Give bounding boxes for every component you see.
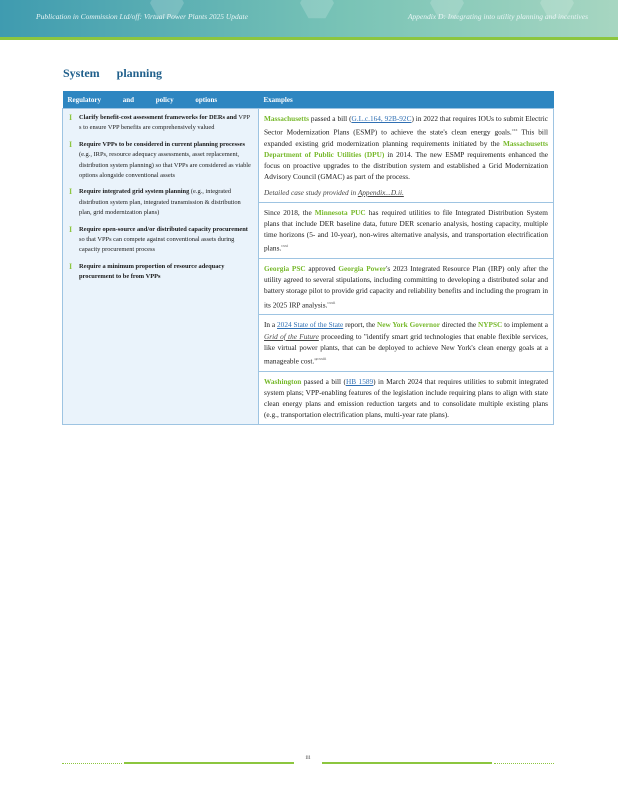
example-washington [259, 371, 554, 425]
option-text: (e.g., IRPs, resource adequacy assessments, asset replacement, distribution system planning) so that VPPs are considered as viable options alongside conventional assets [79, 151, 251, 180]
table-header-row [63, 91, 554, 109]
statute-link[interactable]: G.L.c.164, 92B-92C [351, 114, 412, 123]
org-name: Massachusetts Department of Public Utilities (DPU) [264, 138, 548, 160]
footer-dotted-line [62, 763, 122, 765]
footer-solid-line [322, 762, 492, 764]
option-bold-text: Require VPPs to be considered in current planning processes [79, 140, 245, 148]
footnote-ref: cxxi [281, 243, 289, 249]
footer-solid-line [124, 762, 294, 764]
option-item [69, 187, 253, 218]
option-item [69, 262, 253, 283]
footnote-ref: cxxiii [317, 355, 327, 361]
column-header-examples: Examples [259, 91, 554, 109]
header-accent-line [0, 37, 618, 40]
org-name: Minnesota PUC [314, 207, 366, 217]
appendix-link[interactable]: Appendix...D.ii. [357, 187, 404, 197]
footnote-ref: cxx [511, 127, 518, 133]
policy-table [62, 91, 554, 425]
bullet-icon: I [69, 261, 73, 271]
example-text: ) in 2022 that requires IOUs to submit Electric Sector Modernization Plans (ESMP) to achieve the state's clean energy goals. [264, 114, 548, 137]
example-minnesota [259, 202, 554, 258]
bill-link[interactable]: HB 1589 [345, 376, 374, 386]
example-text: In a [264, 320, 278, 330]
header-banner [0, 0, 618, 40]
header-publication-title: Publication in Commission Ltd/off: Virtual Power Plants 2025 Update [36, 12, 248, 21]
example-text: passed a bill ( [309, 114, 352, 123]
footer-dotted-line [494, 763, 554, 765]
example-text: report, the [343, 320, 377, 330]
option-bold-text: Require a minimum proportion of resource adequacy procurement to be from VPPs [79, 262, 225, 281]
proceeding-link[interactable]: Grid of the Future [264, 331, 319, 341]
org-name: Georgia Power [338, 264, 387, 274]
option-bold-text: Require open-source and/or distributed capacity procurement [79, 225, 248, 233]
hexagon-decoration [300, 0, 334, 20]
page-number: iii [305, 755, 311, 761]
example-new-york [259, 315, 554, 371]
org-name: New York Governor [376, 320, 440, 330]
example-text: in 2014. The new ESMP requirements enhanced the focus on proactive upgrades to the distribution system and established a Grid Modernization Advisory Council (GMAC) as part of the process. [264, 150, 548, 182]
example-text: Since 2018, the [264, 207, 315, 217]
example-text: has required utilities to file Integrated Distribution System plans that include DER baseline data, future DER scenario analysis, hosting capacity, multiple time horizons (5- and 10-year), non-wires alternative analysis, and transportation electrification plans. [264, 207, 548, 253]
column-header-options: Regulatory and policy options [63, 91, 259, 109]
bullet-icon: I [69, 113, 73, 122]
note-text: Detailed case study provided in [264, 187, 358, 197]
case-study-note [264, 187, 548, 198]
example-georgia [259, 259, 554, 315]
option-text: (e.g., integrated distribution system plan, integrated transmission & distribution plan, grid modernization plans) [79, 188, 241, 217]
example-text: ) in March 2024 that requires utilities to submit integrated system plans; VPP-enabling features of the legislation include requiring plans to align with state clean energy plans and emission reduction targets and to consolidate multiple existing plans (e.g., transportation electrification plans, multi-year rate plans). [264, 376, 548, 420]
option-item [69, 113, 253, 134]
org-name: Washington [264, 376, 302, 386]
option-bold-text: Require integrated grid system planning [79, 188, 190, 196]
report-link[interactable]: 2024 State of the State [277, 320, 344, 330]
example-text: 's 2023 Integrated Resource Plan (IRP) only after the utility agreed to several stipulations, including committing to developing a distributed solar and battery storage pilot to provide grid capacity and reliability benefits and including the program in its 2025 IRP analysis. [264, 264, 548, 310]
example-text: This bill expanded existing grid modernization planning requirements initiated by the [264, 127, 548, 148]
table-row [63, 109, 554, 203]
option-text: so that VPPs can compete against conventional assets during capacity procurement process [79, 236, 235, 254]
org-name: Massachusetts [264, 114, 309, 123]
example-text: to implement a [502, 320, 548, 330]
header-appendix-title: Appendix D: Integrating into utility planning and incentives [407, 12, 588, 21]
org-name: Georgia PSC [264, 264, 306, 274]
bullet-icon: I [69, 224, 73, 234]
example-text: passed a bill ( [301, 376, 346, 386]
bullet-icon: I [69, 139, 73, 149]
option-item [69, 225, 253, 256]
example-text: proceeding to "identify smart grid technologies that enable flexible services, like virtual power plants, that can be deployed to achieve New York's clean energy goals at a manageable cost." [264, 331, 549, 366]
footnote-ref: cxxii [327, 299, 336, 305]
org-name: NYPSC [477, 320, 503, 330]
option-text: VPP s to ensure VPP benefits are comprehensively valued [79, 114, 250, 132]
bullet-icon: I [69, 187, 73, 197]
option-item [69, 140, 253, 182]
section-title: System planning [63, 66, 163, 80]
example-massachusetts [259, 109, 554, 203]
example-text: directed the [439, 320, 478, 330]
example-text: approved [305, 264, 339, 274]
option-bold-text: Clarify benefit-cost assessment frameworks for DERs and [79, 114, 237, 121]
options-cell [63, 109, 259, 425]
